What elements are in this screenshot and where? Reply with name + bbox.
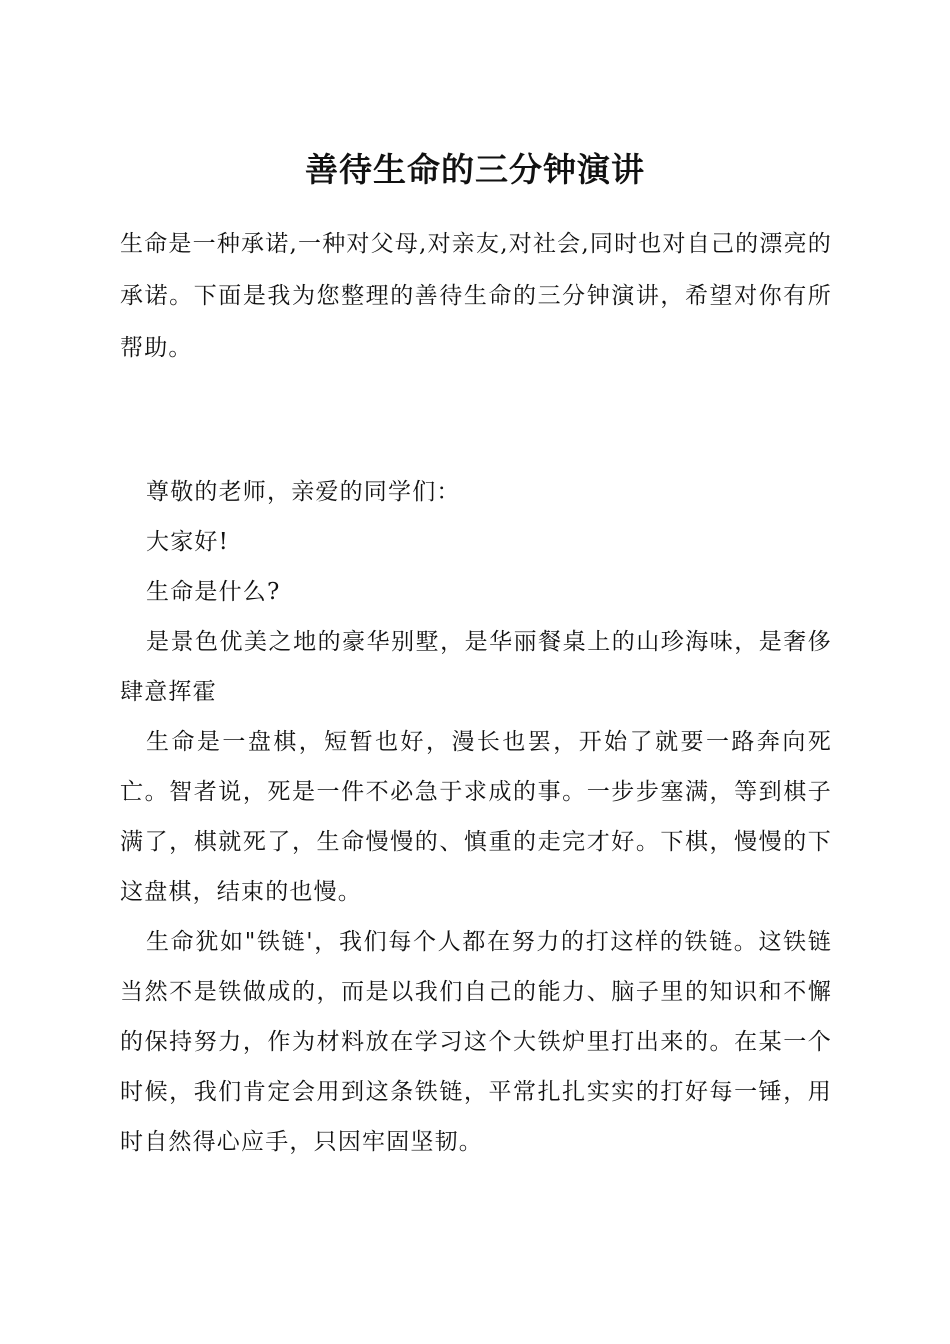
document-title: 善待生命的三分钟演讲 (305, 150, 645, 189)
body-paragraph: 生命犹如"铁链'，我们每个人都在努力的打这样的铁链。这铁链当然不是铁做成的，而是以我们自己的能力、脑子里的知识和不懈的保持努力，作为材料放在学习这个大铁炉里打出来的。在某一个时候，我们肯定会用到这条铁链，平常扎扎实实的打好每一锤，用时自然得心应手，只因牢固坚韧。 (120, 929, 832, 1155)
speech-body (120, 467, 832, 1167)
hello-paragraph: 大家好! (146, 529, 230, 555)
question-paragraph: 生命是什么? (146, 579, 281, 605)
intro-paragraph: 生命是一种承诺,一种对父母,对亲友,对社会,同时也对自己的漂亮的承诺。下面是我为您整理的善待生命的三分钟演讲，希望对你有所帮助。 (120, 231, 832, 361)
body-paragraph: 生命是一盘棋，短暂也好，漫长也罢，开始了就要一路奔向死亡。智者说，死是一件不必急于求成的事。一步步塞满，等到棋子满了，棋就死了，生命慢慢的、慎重的走完才好。下棋，慢慢的下这盘棋，结束的也慢。 (120, 729, 832, 905)
body-paragraph: 是景色优美之地的豪华别墅，是华丽餐桌上的山珍海味，是奢侈肆意挥霍 (120, 629, 832, 705)
greeting-paragraph: 尊敬的老师，亲爱的同学们： (146, 479, 461, 505)
